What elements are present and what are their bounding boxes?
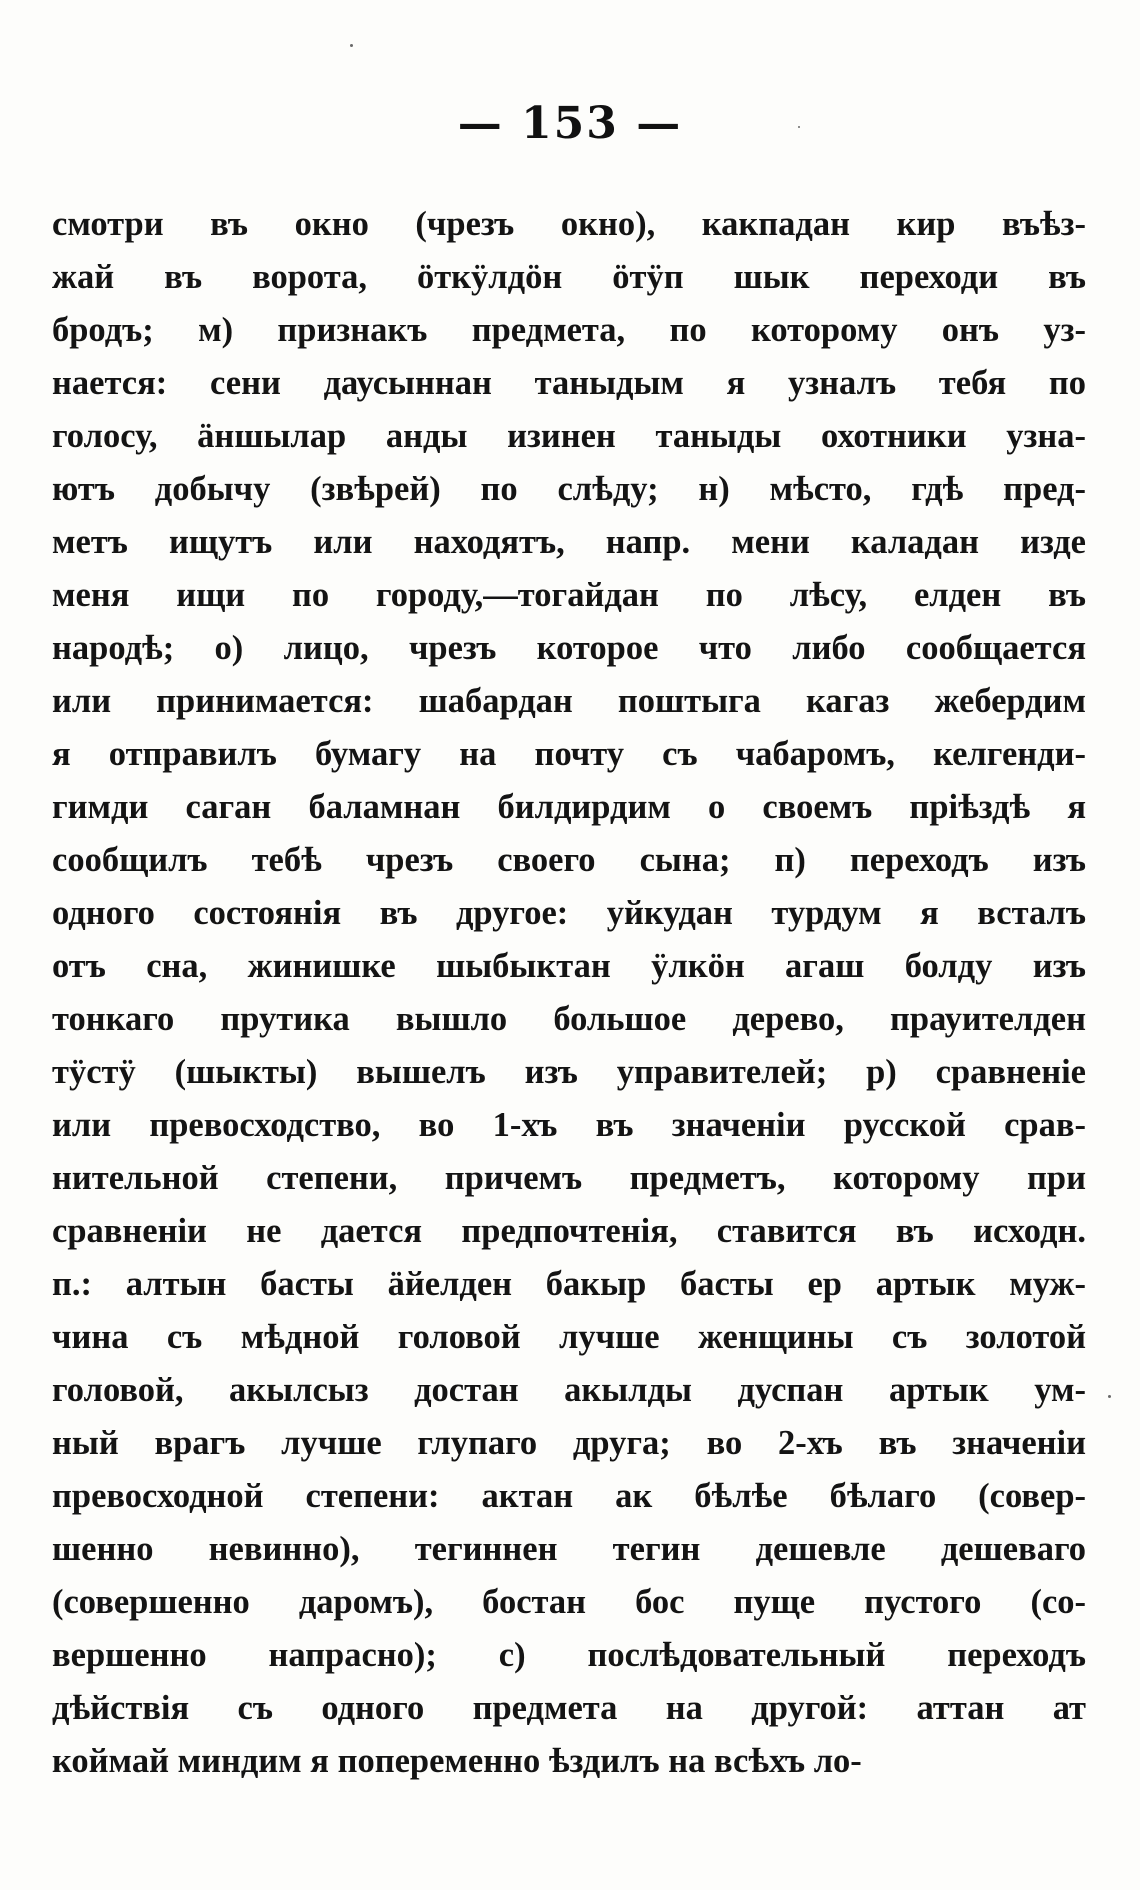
text-line: или принимается: шабардан поштыга кагаз жебердим — [52, 682, 1086, 720]
text-line: превосходной степени: актан ак бѣлѣе бѣлаго (совер- — [52, 1477, 1086, 1515]
text-line: народѣ; о) лицо, чрезъ которое что либо сообщается — [52, 629, 1086, 667]
text-line: одного состоянія въ другое: уйкудан турдум я всталъ — [52, 894, 1086, 932]
print-speck — [1108, 1395, 1111, 1398]
text-line: нительной степени, причемъ предметъ, которому при — [52, 1159, 1086, 1197]
text-line: (совершенно даромъ), бостан бос пуще пустого (со- — [52, 1583, 1086, 1621]
text-line: п.: алтын басты äйелден бакыр басты ер артык муж- — [52, 1265, 1086, 1303]
text-line: тонкаго прутика вышло большое дерево, прауителден — [52, 1000, 1086, 1038]
print-speck — [798, 126, 800, 128]
text-line: или превосходство, во 1-хъ въ значеніи русской срав- — [52, 1106, 1086, 1144]
text-line: нается: сени даусыннан таныдым я узналъ тебя по — [52, 364, 1086, 402]
page-number: — 153 — — [457, 98, 683, 149]
text-line: я отправилъ бумагу на почту съ чабаромъ, келгенди- — [52, 735, 1086, 773]
text-line: ютъ добычу (звѣрей) по слѣду; н) мѣсто, гдѣ пред- — [52, 470, 1086, 508]
text-line: голосу, äншылар анды изинен таныды охотники узна- — [52, 417, 1086, 455]
body-text — [52, 198, 1086, 1788]
text-line: гимди саган баламнан билдирдим о своемъ пріѣздѣ я — [52, 788, 1086, 826]
print-speck — [350, 44, 353, 47]
text-line: меня ищи по городу,—тогайдан по лѣсу, елден въ — [52, 576, 1086, 614]
text-line: сравненіи не дается предпочтенія, ставится въ исходн. — [52, 1212, 1086, 1250]
text-line: дѣйствія съ одного предмета на другой: аттан ат — [52, 1689, 1086, 1727]
text-line: коймай миндим я попеременно ѣздилъ на всѣхъ ло- — [52, 1742, 862, 1780]
text-line: отъ сна, жинишке шыбыктан ÿлкöн агаш болду изъ — [52, 947, 1086, 985]
text-line: вершенно напрасно); с) послѣдовательный переходъ — [52, 1636, 1086, 1674]
text-line: ный врагъ лучше глупаго друга; во 2-хъ въ значеніи — [52, 1424, 1086, 1462]
text-line: шенно невинно), тегиннен тегин дешевле дешеваго — [52, 1530, 1086, 1568]
text-line: метъ ищутъ или находятъ, напр. мени каладан изде — [52, 523, 1086, 561]
text-line: чина съ мѣдной головой лучше женщины съ золотой — [52, 1318, 1086, 1356]
text-line: сообщилъ тебѣ чрезъ своего сына; п) переходъ изъ — [52, 841, 1086, 879]
text-line: головой, акылсыз достан акылды дуспан артык ум- — [52, 1371, 1086, 1409]
text-line: жай въ ворота, öткÿлдöн öтÿп шык переходи въ — [52, 258, 1086, 296]
text-line: бродъ; м) признакъ предмета, по которому онъ уз- — [52, 311, 1086, 349]
text-line: тÿстÿ (шыкты) вышелъ изъ управителей; р) сравненіе — [52, 1053, 1086, 1091]
text-line: смотри въ окно (чрезъ окно), какпадан кир въѣз- — [52, 205, 1086, 243]
